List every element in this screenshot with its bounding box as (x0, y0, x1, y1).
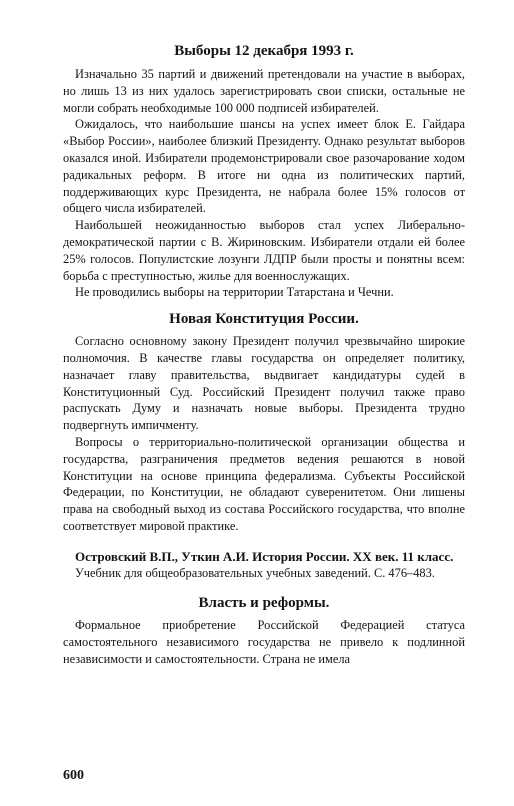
paragraph: Согласно основному закону Президент получил чрезвычайно широкие полномочия. В качестве главы государства он определяет политику, назначает главу правительства, выдвигает кандидатуры судей в Конституционный Суд. Российский Президент получил также право распускать Думу и назначать новые выборы. Президента трудно подвергнуть импичменту. (63, 334, 465, 433)
citation-title: Островский В.П., Уткин А.И. История России. XX век. 11 класс. (75, 548, 454, 564)
citation-body: Учебник для общеобразовательных учебных заведений. С. 476–483. (75, 566, 435, 581)
paragraph: Вопросы о территориально-политической организации общества и государства, разграничения предметов ведения решаются в новой Конституции на основе принципа федерализма. Субъекты Российской Федерации, по Конституции, не обладают суверенитетом. Они лишены права на свободный выход из состава Российского государства, что вполне соответствует мировой практике. (63, 434, 465, 533)
paragraph: Наибольшей неожиданностью выборов стал успех Либерально-демократической партии с В. Жириновским. Избиратели отдали ей более 25% голосов. Популистские лозунги ЛДПР были просты и понятны всем: борьба с преступностью, жилье для военнослужащих. (63, 218, 465, 283)
paragraph: Изначально 35 партий и движений претендовали на участие в выборах, но лишь 13 из них удалось зарегистрировать свои списки, остальные не могли собрать необходимые 100 000 подписей избирателей. (63, 67, 465, 115)
paragraph: Ожидалось, что наибольшие шансы на успех имеет блок Е. Гайдара «Выбор России», наиболее близкий Президенту. Однако результат выборов оказался иной. Избиратели продемонстрировали свое разочарование ходом радикальных реформ. В итоге ни одна из политических партий, поддерживающих курс Президента, не набрала более 15% голосов от общего числа избирателей. (63, 117, 465, 216)
section-heading-elections: Выборы 12 декабря 1993 г. (174, 43, 354, 59)
document-page (63, 42, 465, 667)
section-heading-constitution: Новая Конституция России. (169, 311, 359, 328)
section-heading-power-and-reforms: Власть и реформы. (198, 595, 330, 612)
page-number: 600 (63, 768, 84, 783)
paragraph: Не проводились выборы на территории Татарстана и Чечни. (75, 285, 394, 300)
paragraph: Формальное приобретение Российской Федерацией статуса самостоятельного независимого государства не привело к подлинной независимости и самостоятельности. Страна не имела (63, 618, 465, 666)
